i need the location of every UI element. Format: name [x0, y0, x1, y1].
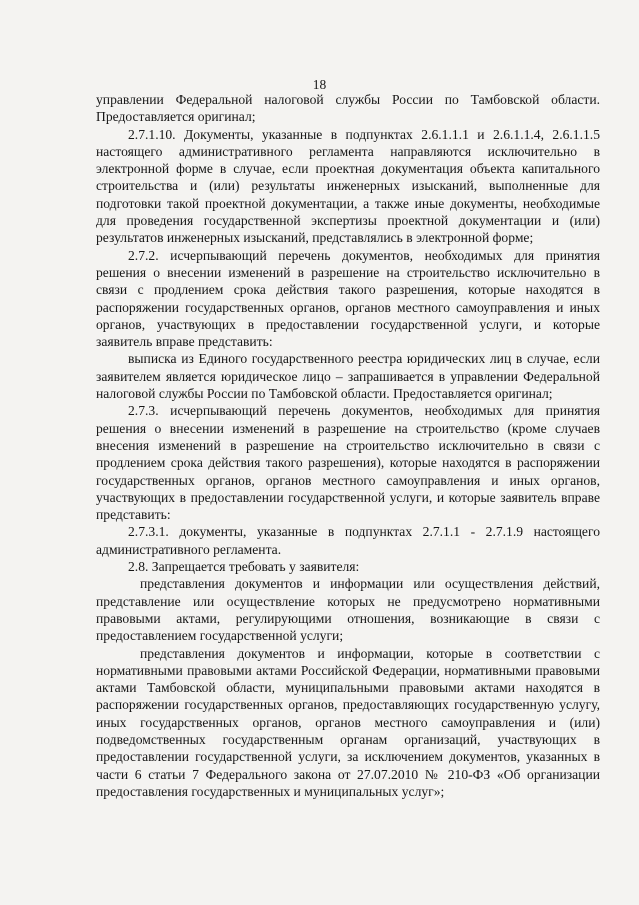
paragraph: представления документов и информации, которые в соответствии с нормативными правовыми актами Российской Федерации, нормативными правовыми актами Тамбовской области, муниципальными правовыми актами находятся в распоряжении государственных органов, предоставляющих государственную услугу, иных государственных органов, органов местного самоуправления и (или) подведомственных государственным органам организаций, участвующих в предоставлении государственной услуги, за исключением документов, указанных в части 6 статьи 7 Федерального закона от 27.07.2010 № 210-ФЗ «Об организации предоставления государственных и муниципальных услуг»; [96, 645, 600, 799]
paragraph: 2.8. Запрещается требовать у заявителя: [128, 559, 360, 575]
paragraph: 2.7.3.1. документы, указанные в подпунктах 2.7.1.1 - 2.7.1.9 настоящего административного регламента. [96, 524, 600, 557]
paragraph: 2.7.3. исчерпывающий перечень документов, необходимых для принятия решения о внесении изменений в разрешение на строительство (кроме случаев внесения изменений в разрешение на строительство исключительно в связи с продлением срока действия такого разрешения), которые находятся в распоряжении государственных органов, органов местного самоуправления и иных органов, участвующих в предоставлении государственной услуги, и которые заявитель вправе представить: [96, 403, 600, 523]
page-number: 18 [312, 77, 327, 92]
paragraph: управлении Федеральной налоговой службы России по Тамбовской области. Предоставляется оригинал; [96, 92, 600, 125]
document-body [96, 91, 600, 800]
paragraph: 2.7.1.10. Документы, указанные в подпунктах 2.6.1.1.1 и 2.6.1.1.4, 2.6.1.1.5 настоящего административного регламента направляются исключительно в электронной форме в случае, если проектная документация объекта капитального строительства и (или) результаты инженерных изысканий, выполненные для подготовки такой проектной документации, а также иные документы, необходимые для проведения государственной экспертизы проектной документации и (или) результатов инженерных изысканий, представлялись в электронной форме; [96, 126, 600, 246]
paragraph: выписка из Единого государственного реестра юридических лиц в случае, если заявителем является юридическое лицо – запрашивается в управлении Федеральной налоговой службы России по Тамбовской области. Предоставляется оригинал; [96, 351, 600, 402]
paragraph: 2.7.2. исчерпывающий перечень документов, необходимых для принятия решения о внесении изменений в разрешение на строительство исключительно в связи с продлением срока действия такого разрешения, которые находятся в распоряжении государственных органов, органов местного самоуправления и иных органов, участвующих в предоставлении государственной услуги, и которые заявитель вправе представить: [96, 247, 600, 350]
paragraph: представления документов и информации или осуществления действий, представление или осуществление которых не предусмотрено нормативными правовыми актами, регулирующими отношения, возникающие в связи с предоставлением государственной услуги; [96, 576, 600, 644]
